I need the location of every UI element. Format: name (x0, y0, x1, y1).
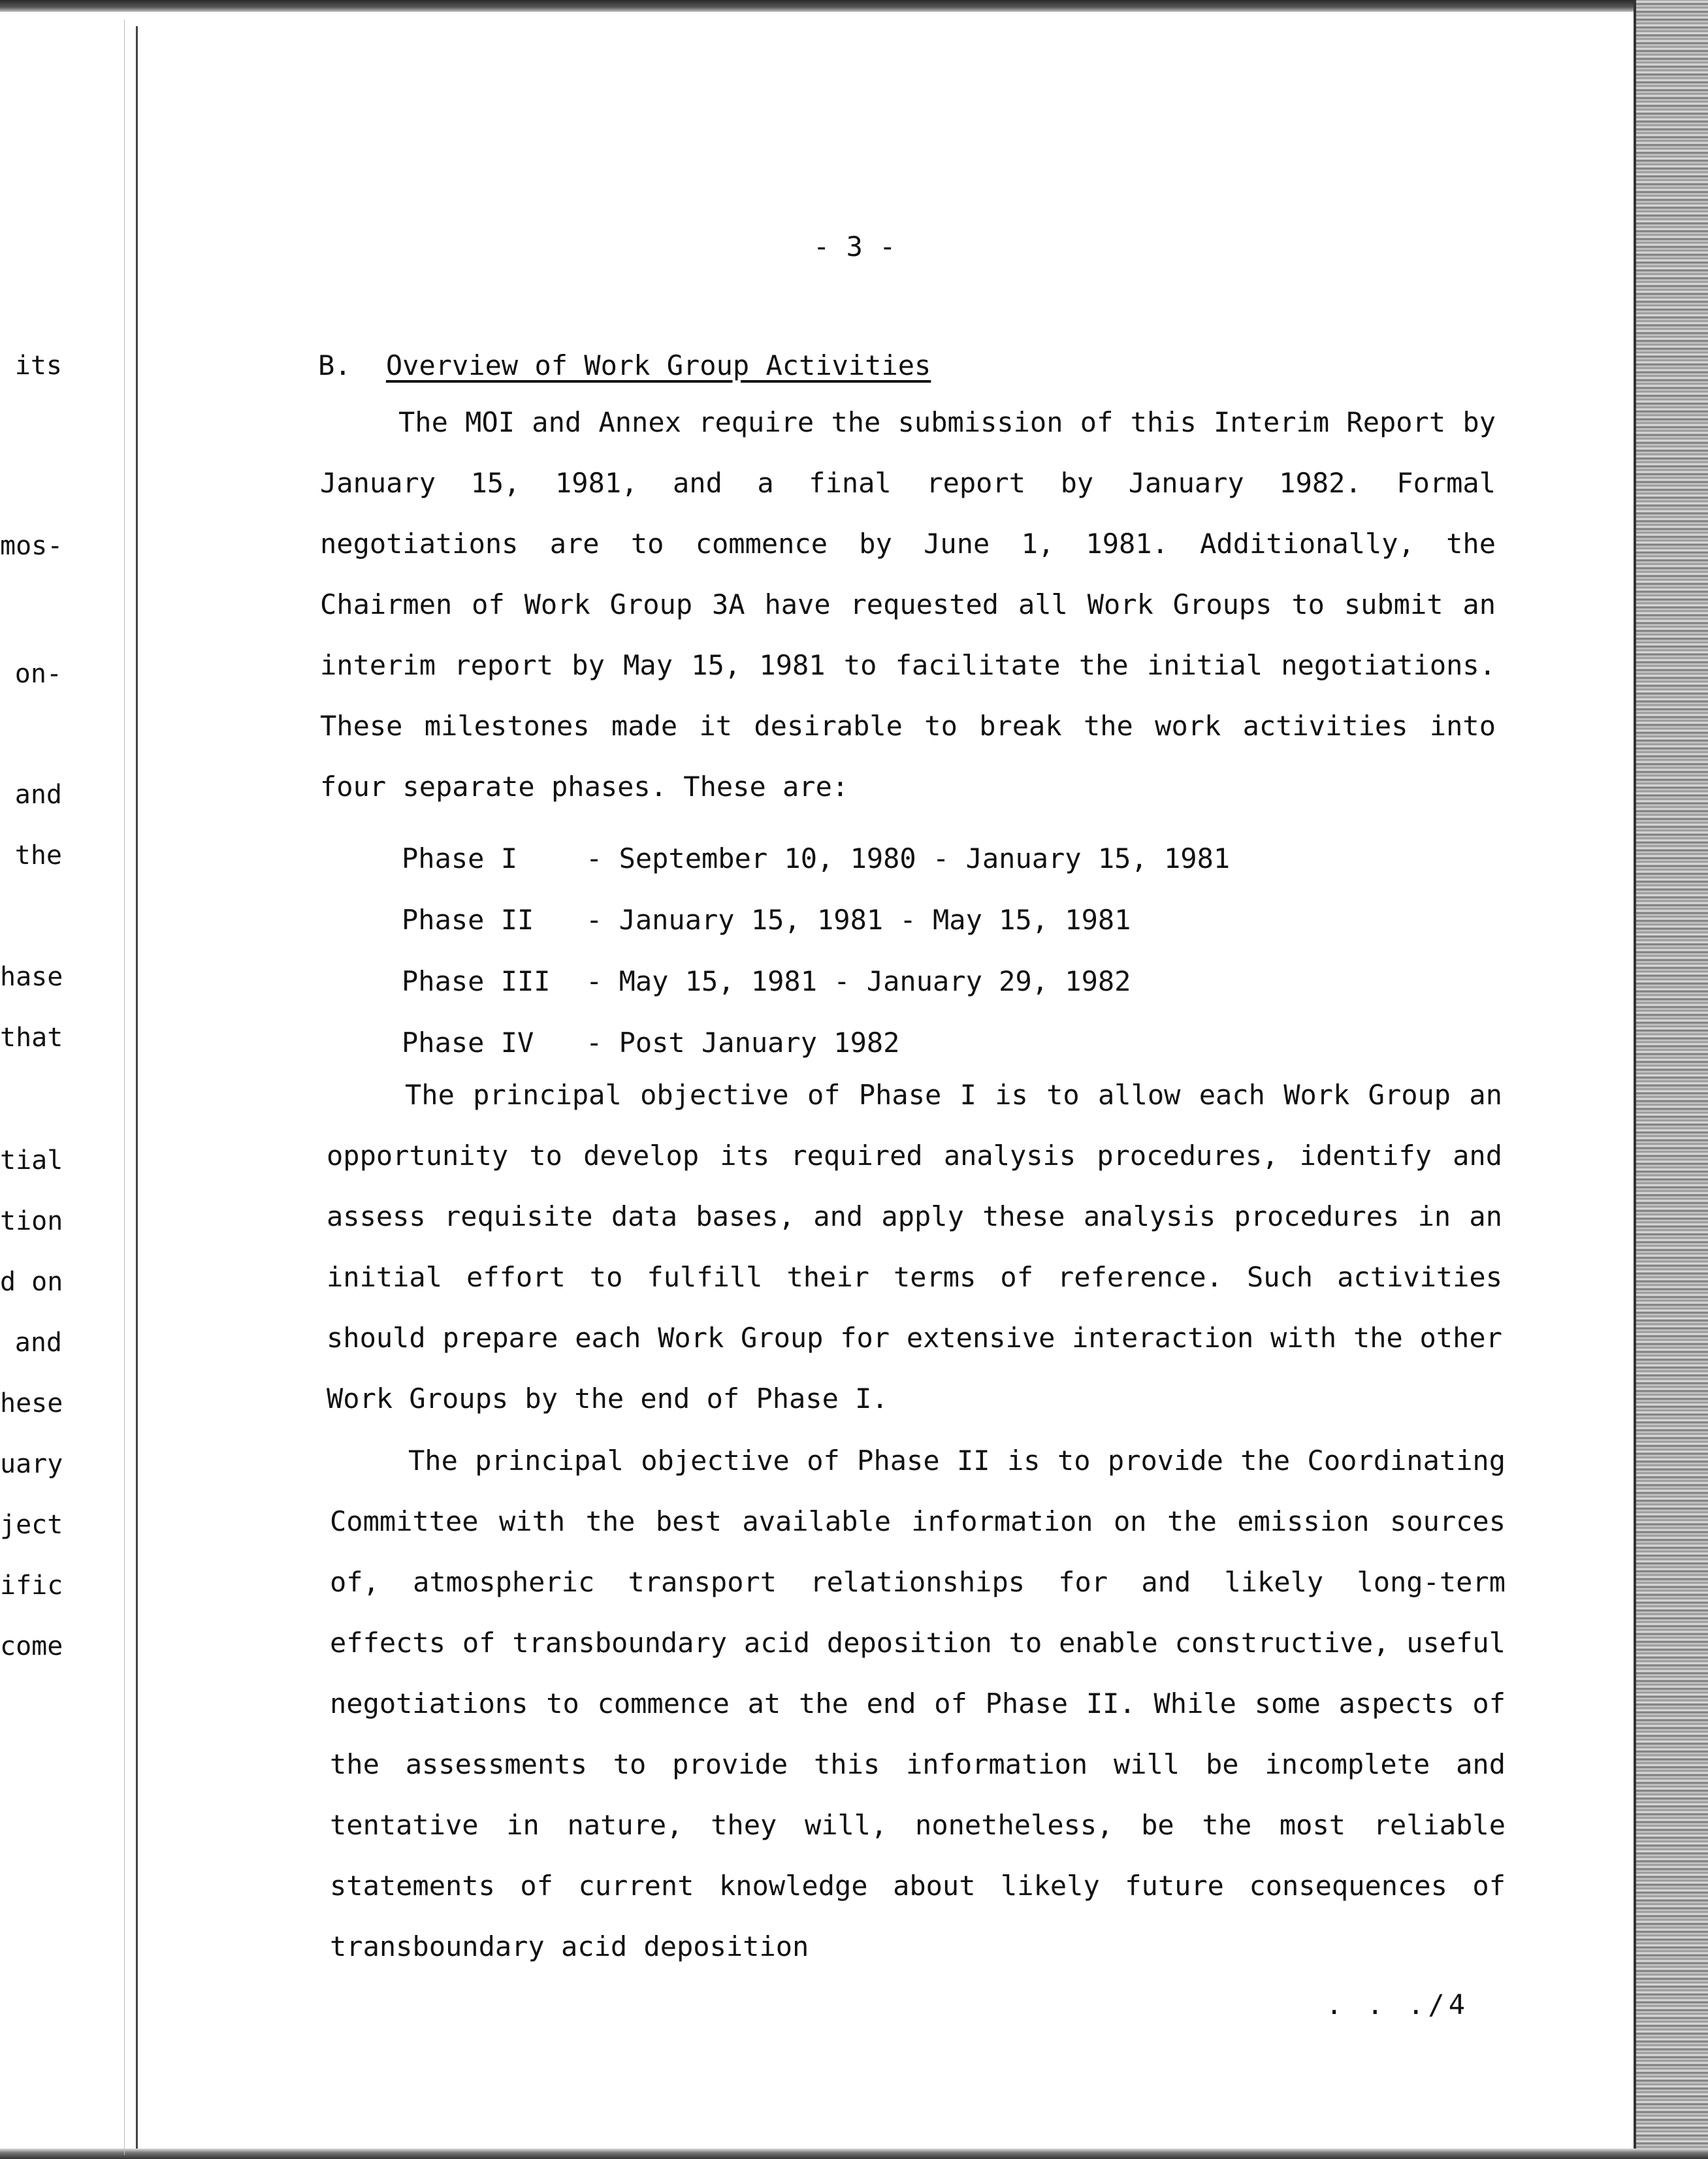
margin-fragment: tial (0, 1145, 63, 1175)
page-number: - 3 - (813, 231, 896, 263)
margin-fragment: and (14, 780, 62, 810)
phase-item (402, 889, 1230, 951)
margin-fragment: come (0, 1631, 63, 1661)
scan-top-edge (0, 0, 1708, 12)
margin-fragment: mos- (0, 531, 63, 561)
margin-fragment: the (14, 840, 62, 871)
paragraph-phase-one: The principal objective of Phase I is to allow each Work Group an opportunity to develop its required analysis procedures, identify and assess requisite data bases, and apply these analysis procedures in an initial effort to fulfill their terms of reference. Such activities should prepare each Work Group for extensive interaction with the other Work Groups by the end of Phase I. (327, 1079, 1502, 1415)
margin-fragment: tion (0, 1206, 63, 1236)
phase-name: Phase IV (402, 1027, 534, 1059)
margin-fragment: hese (0, 1388, 63, 1418)
margin-fragment: uary (0, 1449, 63, 1479)
margin-fragment: ific (0, 1571, 63, 1601)
paragraph-intro: The MOI and Annex require the submission of this Interim Report by January 15, 1981, and a final report by January 1982. Formal negotiations are to commence by June 1, 1981. Additionally, the Chairmen of Work Group 3A have requested all Work Groups to submit an interim report by May 15, 1981 to facilitate the initial negotiations. These milestones made it desirable to break the work activities into four separate phases. These are: (320, 406, 1496, 803)
phase-name: Phase I (402, 842, 518, 874)
margin-fragment: hase (0, 962, 63, 992)
phase-period: - May 15, 1981 - January 29, 1982 (586, 965, 1131, 997)
continuation-marker: . . ./4 (1326, 1989, 1470, 2021)
margin-fragment: on- (14, 659, 62, 689)
paragraph-phase-two: The principal objective of Phase II is to provide the Coordinating Committee with the best available information on the emission sources of, atmospheric transport relationships for and likely long-term effects of transboundary acid deposition to enable constructive, useful negotiations to commence at the end of Phase II. While some aspects of the assessments to provide this information will be incomplete and tentative in nature, they will, nonetheless, be the most reliable statements of current knowledge about likely future consequences of transboundary acid deposition (330, 1445, 1506, 1962)
phase-list (402, 828, 1230, 1074)
page-fold-faint (124, 20, 125, 2155)
margin-fragment: that (0, 1023, 63, 1053)
phase-period: - September 10, 1980 - January 15, 1981 (586, 842, 1231, 874)
phase-period: - January 15, 1981 - May 15, 1981 (586, 904, 1131, 936)
section-letter: B. (318, 349, 351, 381)
phase-name: Phase II (402, 904, 534, 936)
phase-item (402, 951, 1230, 1012)
scan-right-edge (1634, 0, 1708, 2159)
margin-fragment: its (14, 351, 62, 381)
phase-period: - Post January 1982 (586, 1027, 900, 1059)
section-heading (318, 349, 931, 381)
scan-bottom-edge (0, 2149, 1708, 2159)
margin-fragment: and (14, 1328, 62, 1358)
margin-fragment: d on (0, 1267, 63, 1297)
phase-name: Phase III (402, 965, 551, 997)
page-fold-line (136, 26, 138, 2149)
phase-item (402, 828, 1230, 889)
section-title: Overview of Work Group Activities (385, 349, 931, 381)
margin-fragment: ject (0, 1510, 63, 1540)
